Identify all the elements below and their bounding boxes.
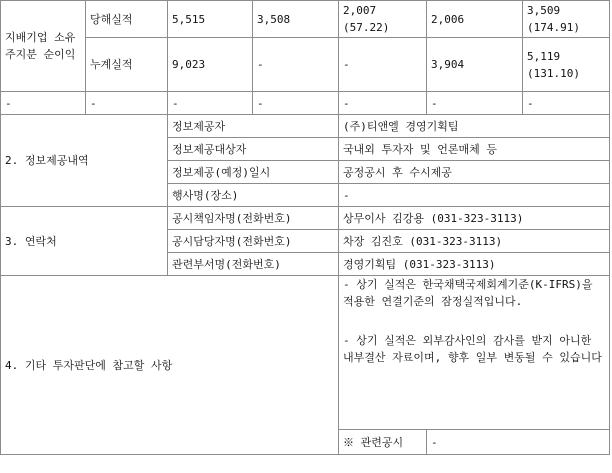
dash-cell: - [86,92,168,115]
info-label: 정보제공(예정)일시 [168,161,339,184]
current-c2: 3,508 [253,1,339,38]
cumulative-c5-rate: (131.10) [527,66,580,80]
current-c3-value: 2,007 [343,4,377,17]
info-label: 행사명(장소) [168,184,339,207]
info-value: (주)티앤엘 경영기획팀 [339,115,610,138]
dash-cell: - [253,92,339,115]
other-notes [339,276,610,430]
current-label: 당해실적 [86,1,168,38]
current-c5-rate: (174.91) [527,21,580,34]
contact-label: 공시담당자명(전화번호) [168,230,339,253]
related-disclosure-value: - [427,430,610,455]
contact-label: 공시책임자명(전화번호) [168,207,339,230]
contact-label: 관련부서명(전화번호) [168,253,339,276]
info-value: - [339,184,610,207]
info-label: 정보제공대상자 [168,138,339,161]
info-value: 국내외 투자자 및 언론매체 등 [339,138,610,161]
cumulative-c3: - [339,38,427,92]
note-1: - 상기 실적은 한국채택국제회계기준(K-IFRS)을 적용한 연결기준의 잠정실적입니다. [343,278,593,308]
cumulative-c5 [523,38,610,92]
other-section-title: 4. 기타 투자판단에 참고할 사항 [1,276,339,455]
current-c3 [339,1,427,38]
cumulative-c2: - [253,38,339,92]
dash-cell: - [523,92,610,115]
info-section-title: 2. 정보제공내역 [1,115,168,207]
cumulative-c1: 9,023 [168,38,253,92]
contact-value: 상무이사 김강용 (031-323-3113) [339,207,610,230]
cumulative-c4: 3,904 [427,38,523,92]
info-label: 정보제공자 [168,115,339,138]
current-c3-rate: (57.22) [343,21,390,34]
current-c5 [523,1,610,38]
dash-cell: - [1,92,86,115]
contact-value: 경영기획팀 (031-323-3113) [339,253,610,276]
dash-cell: - [427,92,523,115]
dash-cell: - [339,92,427,115]
cumulative-label: 누계실적 [86,38,168,92]
contact-section-title: 3. 연락처 [1,207,168,276]
current-c4: 2,006 [427,1,523,38]
info-value: 공정공시 후 수시제공 [339,161,610,184]
profit-label: 지배기업 소유주지분 순이익 [1,1,86,92]
contact-value: 차장 김진호 (031-323-3113) [339,230,610,253]
related-disclosure-label: ※ 관련공시 [339,430,427,455]
dash-cell: - [168,92,253,115]
cumulative-c5-value: 5,119 [527,49,561,63]
note-2: - 상기 실적은 외부감사인의 감사를 받지 아니한 내부결산 자료이며, 향후 일부 변동될 수 있습니다 [343,334,602,364]
current-c5-value: 3,509 [527,4,561,17]
current-c1: 5,515 [168,1,253,38]
